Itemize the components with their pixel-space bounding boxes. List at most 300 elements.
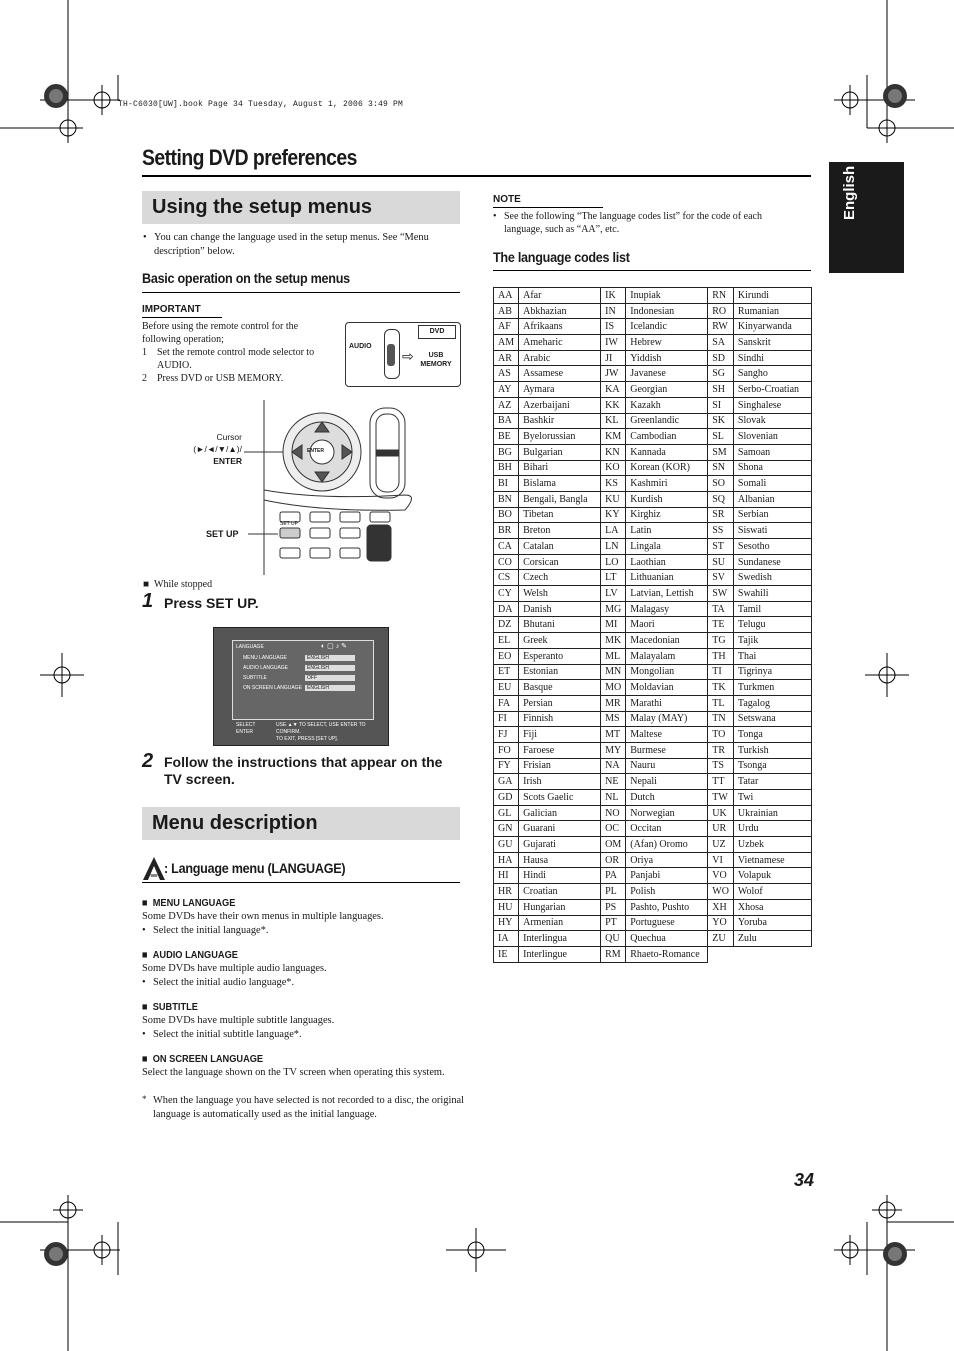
language-name-cell: Shona [733,460,811,476]
language-name-cell: Maltese [626,727,708,743]
language-code-cell: MT [601,727,626,743]
language-name-cell: Yoruba [733,915,811,931]
item-name: SUBTITLE [152,1001,198,1013]
table-row [494,617,812,633]
language-code-cell: YO [708,915,734,931]
language-code-cell: FY [494,758,519,774]
important-text: Before using the remote control for the following operation; [142,321,299,345]
language-name-cell: Javanese [626,366,708,382]
language-name-cell: Slovak [733,413,811,429]
while-stopped [143,578,212,592]
osd-row: ON SCREEN LANGUAGE ENGLISH [243,685,361,695]
language-name-cell: Sesotho [733,539,811,555]
language-name-cell: Korean (KOR) [626,460,708,476]
language-name-cell: Fiji [519,727,601,743]
language-code-cell: SM [708,444,734,460]
footnote [142,1094,471,1122]
language-name-cell: Panjabi [626,868,708,884]
language-code-cell: WO [708,884,734,900]
footnote-text: When the language you have selected is not recorded to a disc, the original language is automatically used as the initial language. [153,1095,465,1120]
language-name-cell: Maori [626,617,708,633]
language-name-cell: Bhutani [519,617,601,633]
language-name-cell: Malagasy [626,601,708,617]
usb-memory-button [418,351,454,369]
language-code-cell: AF [494,319,519,335]
language-name-cell: Icelandic [626,319,708,335]
language-code-cell: GA [494,774,519,790]
important-rule [142,317,222,318]
language-code-cell: CS [494,570,519,586]
side-tab-label: English [841,165,858,220]
language-name-cell: Moldavian [626,680,708,696]
footnote-mark: * [142,1094,147,1104]
language-code-cell: NO [601,805,626,821]
language-name-cell: Urdu [733,821,811,837]
menu-item-on-screen-language [142,1052,462,1080]
table-row [494,852,812,868]
table-row [494,491,812,507]
language-name-cell: Slovenian [733,429,811,445]
language-code-cell: MS [601,711,626,727]
language-code-cell: SG [708,366,734,382]
language-name-cell: Hungarian [519,899,601,915]
language-code-cell: ZU [708,931,734,947]
item-bullet: • Select the initial language*. [142,925,269,936]
table-row [494,821,812,837]
item-desc: Some DVDs have multiple audio languages. [142,963,327,974]
language-name-cell: Hindi [519,868,601,884]
table-row [494,727,812,743]
table-row [494,570,812,586]
language-code-cell: MK [601,633,626,649]
language-name-cell: Guarani [519,821,601,837]
language-code-cell: LT [601,570,626,586]
language-code-cell: KO [601,460,626,476]
square-bullet-icon: ■ [142,897,148,909]
language-name-cell: Afar [519,288,601,304]
language-name-cell: Kinyarwanda [733,319,811,335]
language-code-cell: AM [494,335,519,351]
language-name-cell: Ameharic [519,335,601,351]
language-name-cell: Samoan [733,444,811,460]
menu-items [142,896,465,1122]
language-name-cell: Indonesian [626,303,708,319]
language-code-cell: EL [494,633,519,649]
language-code-cell: SA [708,335,734,351]
language-code-cell: OC [601,821,626,837]
table-row [494,586,812,602]
important-step-text: Set the remote control mode selector to AUDIO. [157,347,315,371]
table-row [494,554,812,570]
osd-footer-left: SELECT ENTER [236,722,256,735]
language-name-cell: Tagalog [733,695,811,711]
language-code-cell: BI [494,476,519,492]
language-code-cell: LO [601,554,626,570]
language-name-cell: Greenlandic [626,413,708,429]
mode-selector-illustration [345,322,461,387]
language-name-cell: Hebrew [626,335,708,351]
language-code-cell: BA [494,413,519,429]
table-row [494,680,812,696]
language-name-cell: Basque [519,680,601,696]
language-name-cell: Bashkir [519,413,601,429]
language-code-cell: TL [708,695,734,711]
language-code-cell: IK [601,288,626,304]
language-code-cell: IW [601,335,626,351]
setup-callout: SET UP [206,529,239,539]
language-code-cell: ML [601,648,626,664]
language-name-cell: Nauru [626,758,708,774]
language-name-cell: Persian [519,695,601,711]
language-name-cell: Sangho [733,366,811,382]
while-stopped-text: While stopped [154,579,213,590]
cursor-label: Cursor [216,432,242,442]
language-code-cell: SI [708,397,734,413]
language-code-cell: SD [708,350,734,366]
step-2-number: 2 [142,750,154,772]
language-code-cell: CO [494,554,519,570]
osd-footer-text: USE ▲▼ TO SELECT, USE ENTER TO CONFIRM. TO EXIT, PRESS [SET UP]. [276,722,366,742]
language-name-cell: Burmese [626,742,708,758]
language-code-cell: RN [708,288,734,304]
language-code-cell: GN [494,821,519,837]
language-name-cell: Welsh [519,586,601,602]
language-name-cell: Malayalam [626,648,708,664]
language-a-icon [143,857,165,881]
language-code-cell: IN [601,303,626,319]
language-code-cell: KK [601,397,626,413]
language-code-cell: EU [494,680,519,696]
language-name-cell: Portuguese [626,915,708,931]
language-code-cell: TW [708,790,734,806]
language-name-cell: Vietnamese [733,852,811,868]
language-code-cell: HU [494,899,519,915]
important-block [142,320,337,385]
language-name-cell: Greek [519,633,601,649]
language-name-cell: Ukrainian [733,805,811,821]
language-code-cell: IE [494,946,519,962]
language-name-cell: Kashmiri [626,476,708,492]
print-header: TH-C6030[UW].book Page 34 Tuesday, August 1, 2006 3:49 PM [118,100,404,109]
language-code-cell: BN [494,491,519,507]
language-name-cell: Nepali [626,774,708,790]
language-name-cell: Albanian [733,491,811,507]
language-menu-heading: : Language menu (LANGUAGE) [164,860,346,876]
language-code-cell: JI [601,350,626,366]
language-name-cell: Latin [626,523,708,539]
note-text: See the following “The language codes list” for the code of each language, such as “AA”, etc. [504,211,762,235]
note-label: NOTE [493,194,521,205]
language-code-cell: SR [708,507,734,523]
remote-illustration [170,400,460,575]
language-name-cell: Bulgarian [519,444,601,460]
codes-heading-rule [493,270,811,271]
table-row [494,288,812,304]
language-name-cell: Czech [519,570,601,586]
language-code-cell: GD [494,790,519,806]
table-row [494,335,812,351]
language-code-cell: ET [494,664,519,680]
language-code-cell: MR [601,695,626,711]
language-name-cell: Turkmen [733,680,811,696]
language-name-cell: Rumanian [733,303,811,319]
square-bullet-icon: ■ [143,579,150,590]
language-name-cell: Tigrinya [733,664,811,680]
language-code-cell: AY [494,382,519,398]
language-name-cell: Turkish [733,742,811,758]
language-code-cell: SV [708,570,734,586]
bullet-glyph: • [143,232,147,243]
language-code-cell: EO [494,648,519,664]
setup-section-title: Using the setup menus [152,196,373,218]
step-1-text: Press SET UP. [164,595,259,611]
language-name-cell: Tatar [733,774,811,790]
language-name-cell: Rhaeto-Romance [626,946,708,962]
step-2-text: Follow the instructions that appear on the TV screen. [164,754,443,787]
osd-panel [232,640,374,720]
language-code-cell: NL [601,790,626,806]
language-name-cell: Faroese [519,742,601,758]
language-name-cell: Frisian [519,758,601,774]
language-code-cell: TG [708,633,734,649]
language-name-cell: Inupiak [626,288,708,304]
enter-button-label: ENTER [307,448,324,454]
table-row [494,837,812,853]
remote-drawing [170,400,460,575]
table-row [494,758,812,774]
table-row [494,460,812,476]
language-code-cell: MI [601,617,626,633]
language-code-cell: OR [601,852,626,868]
setup-section-band [142,191,460,224]
language-code-cell: TT [708,774,734,790]
language-name-cell: Kannada [626,444,708,460]
language-code-cell: UK [708,805,734,821]
language-code-cell: LA [601,523,626,539]
language-name-cell: Kirghiz [626,507,708,523]
language-name-cell: Norwegian [626,805,708,821]
language-code-cell: SN [708,460,734,476]
language-name-cell: Assamese [519,366,601,382]
osd-rows [243,655,361,695]
language-name-cell: Lingala [626,539,708,555]
table-row [494,648,812,664]
language-name-cell: Oriya [626,852,708,868]
step-number: 2 [142,373,147,384]
menu-section-title: Menu description [152,812,318,834]
language-name-cell: Serbian [733,507,811,523]
language-name-cell: Kazakh [626,397,708,413]
language-code-cell: MG [601,601,626,617]
setup-intro-text: You can change the language used in the setup menus. See “Menu description” below. [154,232,429,257]
table-row [494,397,812,413]
title-rule [142,175,811,177]
osd-tab-icons: ◐ ▢ ♪ ✎ [321,643,348,650]
language-name-cell: Breton [519,523,601,539]
table-row [494,633,812,649]
important-step-text: Press DVD or USB MEMORY. [157,373,284,384]
language-name-cell: Lithuanian [626,570,708,586]
language-name-cell: Twi [733,790,811,806]
language-name-cell: Swedish [733,570,811,586]
language-code-cell: IS [601,319,626,335]
language-name-cell: Interlingue [519,946,601,962]
step-2 [142,750,460,787]
language-code-cell: KS [601,476,626,492]
language-name-cell: Thai [733,648,811,664]
language-code-cell: FJ [494,727,519,743]
language-name-cell: Tibetan [519,507,601,523]
language-name-cell: Danish [519,601,601,617]
language-name-cell: Yiddish [626,350,708,366]
language-name-cell: Polish [626,884,708,900]
language-code-cell: MO [601,680,626,696]
language-code-cell: BR [494,523,519,539]
language-code-cell: RW [708,319,734,335]
table-row [494,303,812,319]
table-row [494,350,812,366]
language-name-cell: Abkhazian [519,303,601,319]
language-code-cell: HR [494,884,519,900]
step-number: 1 [142,347,147,358]
language-code-cell: HA [494,852,519,868]
language-code-cell: SO [708,476,734,492]
language-code-cell: RM [601,946,626,962]
language-name-cell: Singhalese [733,397,811,413]
language-code-cell: FO [494,742,519,758]
language-code-cell: PS [601,899,626,915]
language-name-cell: Tonga [733,727,811,743]
language-name-cell: Mongolian [626,664,708,680]
language-code-cell: LV [601,586,626,602]
language-name-cell: Macedonian [626,633,708,649]
square-bullet-icon: ■ [142,1053,148,1065]
language-name-cell: Zulu [733,931,811,947]
setup-intro [143,231,461,259]
language-code-cell: MY [601,742,626,758]
table-row [494,413,812,429]
language-name-cell: Tamil [733,601,811,617]
table-row [494,507,812,523]
language-code-cell: KN [601,444,626,460]
table-row [494,476,812,492]
item-desc: Some DVDs have their own menus in multiple languages. [142,911,384,922]
osd-row: MENU LANGUAGE ENGLISH [243,655,361,665]
language-code-cell: RO [708,303,734,319]
language-name-cell: Interlingua [519,931,601,947]
language-name-cell: Kurdish [626,491,708,507]
language-name-cell: Croatian [519,884,601,900]
item-bullet: • Select the initial subtitle language*. [142,1029,302,1040]
item-name: ON SCREEN LANGUAGE [152,1053,264,1065]
language-name-cell: Marathi [626,695,708,711]
language-name-cell: Bihari [519,460,601,476]
usb-label: USB [428,352,444,359]
table-row [494,601,812,617]
important-step-2 [142,372,337,385]
important-step-1 [142,346,337,372]
table-row [494,790,812,806]
language-name-cell [733,946,811,962]
page-title: Setting DVD preferences [142,145,357,170]
table-row [494,664,812,680]
language-name-cell: Bislama [519,476,601,492]
language-code-cell: KU [601,491,626,507]
language-code-cell: GL [494,805,519,821]
language-code-cell: TN [708,711,734,727]
menu-item-menu-language [142,896,462,938]
language-code-cell: SL [708,429,734,445]
menu-item-subtitle [142,1000,462,1042]
setup-button-label: SET UP [280,521,298,527]
language-code-cell: BH [494,460,519,476]
language-name-cell: (Afan) Oromo [626,837,708,853]
arrow-right-icon: ⇨ [402,348,414,364]
language-code-cell: AB [494,303,519,319]
menu-item-audio-language [142,948,462,990]
table-row [494,695,812,711]
language-code-cell: SK [708,413,734,429]
language-name-cell: Setswana [733,711,811,727]
cursor-arrows-label: (►/◄/▼/▲)/ [193,444,242,454]
table-row [494,711,812,727]
language-code-cell: DZ [494,617,519,633]
table-row [494,539,812,555]
language-name-cell: Wolof [733,884,811,900]
language-name-cell: Uzbek [733,837,811,853]
enter-label: ENTER [213,456,242,466]
osd-header: LANGUAGE [236,644,264,650]
language-code-cell: CY [494,586,519,602]
language-code-cell: IA [494,931,519,947]
language-name-cell: Esperanto [519,648,601,664]
important-label: IMPORTANT [142,304,201,315]
table-row [494,444,812,460]
basic-heading-rule [142,292,460,293]
language-name-cell: Georgian [626,382,708,398]
language-code-cell: UR [708,821,734,837]
language-name-cell: Cambodian [626,429,708,445]
language-code-cell: TA [708,601,734,617]
language-code-cell: MN [601,664,626,680]
language-name-cell: Catalan [519,539,601,555]
language-heading-rule [142,882,460,883]
language-name-cell: Scots Gaelic [519,790,601,806]
language-name-cell: Irish [519,774,601,790]
language-code-cell: CA [494,539,519,555]
language-name-cell: Swahili [733,586,811,602]
table-row [494,319,812,335]
language-code-cell: TH [708,648,734,664]
step-1 [142,590,259,613]
language-code-cell: HY [494,915,519,931]
table-row [494,742,812,758]
language-name-cell: Kirundi [733,288,811,304]
page-number: 34 [794,1170,815,1190]
language-name-cell: Estonian [519,664,601,680]
language-code-cell: PA [601,868,626,884]
item-name: MENU LANGUAGE [152,897,236,909]
language-name-cell: Bengali, Bangla [519,491,601,507]
language-code-cell: BO [494,507,519,523]
language-code-cell: TE [708,617,734,633]
language-code-cell: BG [494,444,519,460]
language-code-cell: DA [494,601,519,617]
language-code-cell: KM [601,429,626,445]
language-code-cell: AR [494,350,519,366]
language-side-tab [829,162,904,273]
table-row [494,931,812,947]
